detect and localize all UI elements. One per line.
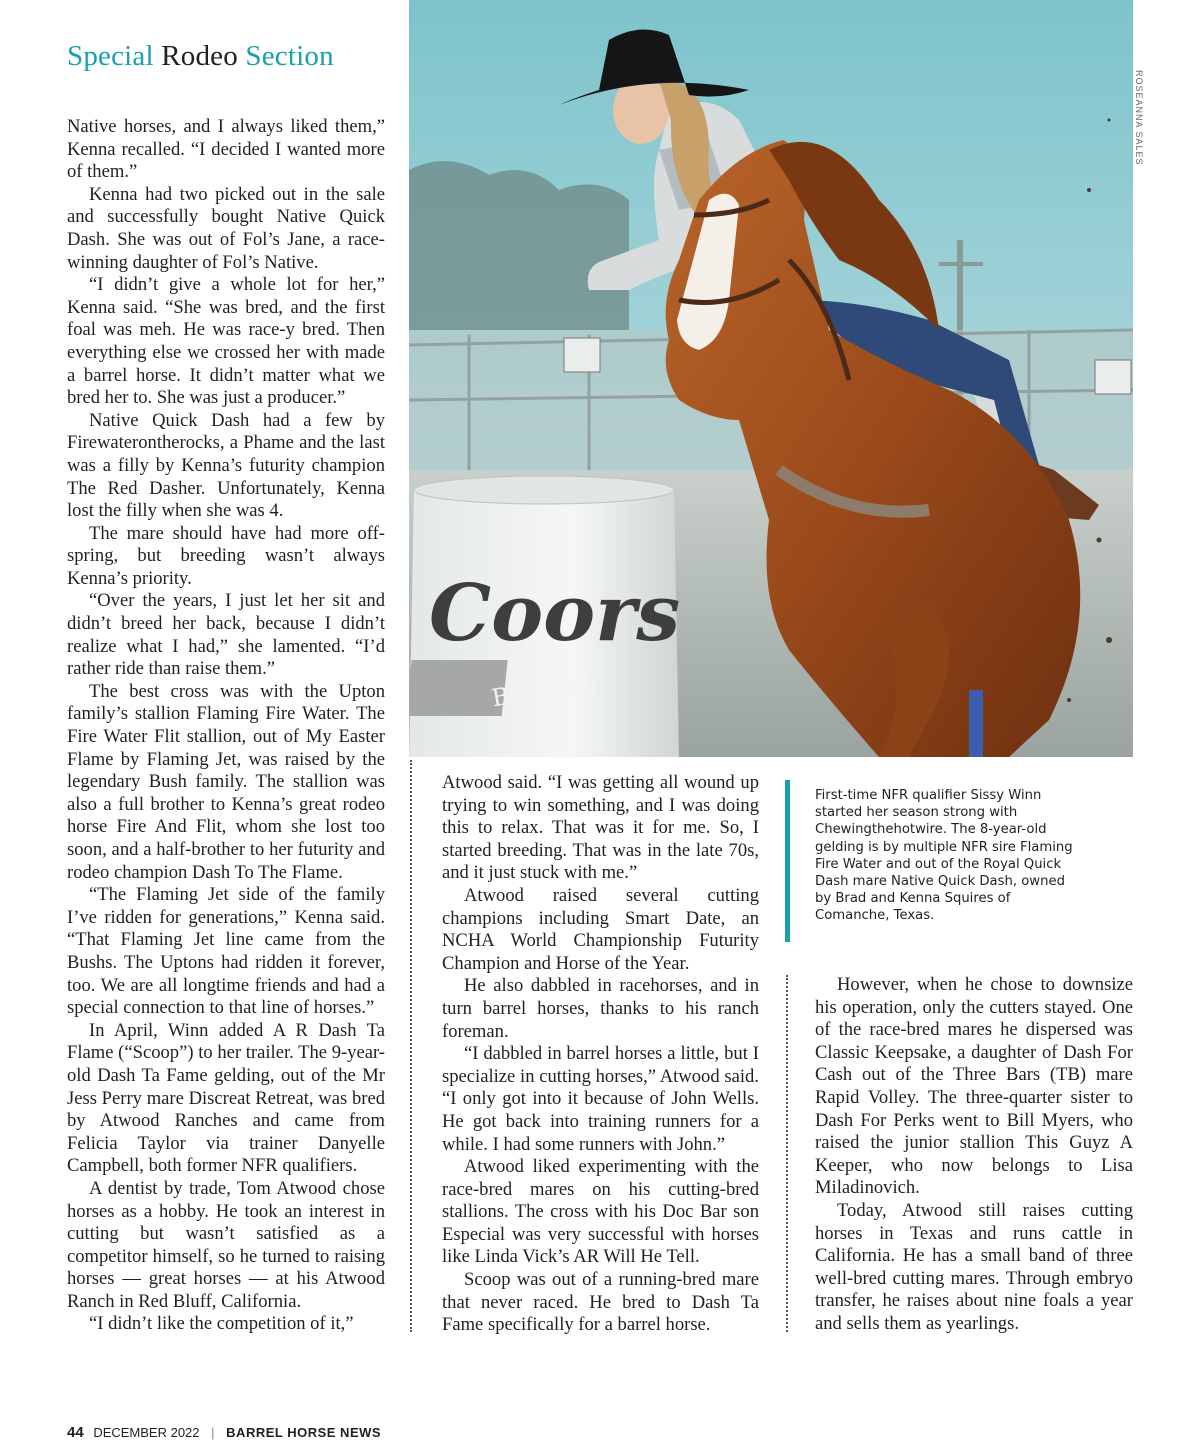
paragraph: Atwood said. “I was getting all wound up trying to win something, and I was doing this to relax. That was it for me. So, I started breeding. That was in the late 70s, and it just stuck with me.”: [442, 772, 759, 884]
issue-date: DECEMBER 2022: [93, 1425, 200, 1440]
paragraph: The best cross was with the Upton family’s stallion Flaming Fire Water. The Fire Water Flit stallion, out of My Easter Flame by Flaming Jet, was raised by the legendary Bush family. The stallion was also a full brother to Kenna’s great rodeo horse Fire And Flit, whom she lost too soon, and a half-brother to her futurity and rodeo champion Dash To The Flame.: [67, 680, 385, 883]
header-word-section: Section: [245, 40, 334, 72]
paragraph: Scoop was out of a running-bred mare that never raced. He bred to Dash Ta Fame specifically for a barrel horse.: [442, 1269, 759, 1336]
paragraph: “I didn’t give a whole lot for her,” Kenna said. “She was bred, and the first foal was meh. He was race-y bred. Then everything else we crossed her with made a barrel horse. It didn’t matter what we bred her to. She was just a producer.”: [67, 274, 385, 409]
paragraph: Native horses, and I always liked them,” Kenna recalled. “I decided I wanted more of them.”: [67, 116, 385, 183]
barrel-sub-text: Banquet: [489, 667, 595, 713]
article-column-3: [815, 974, 1133, 1336]
paragraph: “I dabbled in barrel horses a little, but I specialize in cutting horses,” Atwood said. “I only got into it because of John Wells. He got back into training runners for a while. I had some runners with John.”: [442, 1043, 759, 1155]
photo-credit-text: ROSEANNA SALES: [1134, 70, 1144, 166]
paragraph: He also dabbled in racehorses, and in turn barrel horses, thanks to his ranch foreman.: [442, 975, 759, 1042]
paragraph: “Over the years, I just let her sit and didn’t breed her back, because I didn’t realize what I had,” she lamented. “I’d rather ride than raise them.”: [67, 590, 385, 680]
paragraph: A dentist by trade, Tom Atwood chose horses as a hobby. He took an interest in cutting but wasn’t satisfied as a competitor himself, so he turned to raising horses — great horses — at his Atwood Ranch in Red Bluff, California.: [67, 1177, 385, 1312]
rodeo-photo: [409, 0, 1133, 757]
paragraph: “The Flaming Jet side of the family I’ve ridden for generations,” Kenna said. “That Flaming Jet line came from the Bushs. The Uptons had ridden it forever, too. We are all longtime friends and had a special connection to that line of horses.”: [67, 884, 385, 1019]
page-footer: [67, 1424, 381, 1441]
magazine-name: BARREL HORSE NEWS: [226, 1425, 382, 1440]
caption-accent-bar: [785, 780, 790, 942]
paragraph: Today, Atwood still raises cutting horses in Texas and runs cattle in California. He has a small band of three well-bred cutting mares. Through embryo transfer, he raises about nine foals a year and sells them as yearlings.: [815, 1199, 1133, 1334]
header-word-special: Special: [67, 40, 154, 72]
paragraph: Kenna had two picked out in the sale and successfully bought Native Quick Dash. She was out of Fol’s Jane, a race-winning daughter of Fol’s Native.: [67, 183, 385, 273]
footer-separator: |: [211, 1425, 215, 1440]
paragraph: However, when he chose to downsize his operation, only the cutters stayed. One of the race-bred mares he dispersed was Classic Keepsake, a daughter of Dash For Cash out of the Three Bars (TB) mare Rapid Volley. The three-quarter sister to Dash For Perks went to Bill Myers, who raised the junior stallion This Guyz A Keeper, who now belongs to Lisa Miladinovich.: [815, 974, 1133, 1199]
header-word-rodeo: Rodeo: [161, 40, 238, 72]
photo-credit: [1130, 70, 1146, 230]
article-column-1: [67, 116, 385, 1336]
paragraph: Atwood raised several cutting champions including Smart Date, an NCHA World Championship Futurity Champion and Horse of the Year.: [442, 884, 759, 974]
photo-caption: First-time NFR qualifier Sissy Winn started her season strong with Chewingthehotwire. The 8-year-old gelding is by multiple NFR sire Flaming Fire Water and out of the Royal Quick Dash mare Native Quick Dash, owned by Brad and Kenna Squires of Comanche, Texas.: [815, 788, 1073, 924]
section-header: [67, 40, 334, 73]
paragraph: The mare should have had more off-spring, but breeding wasn’t always Kenna’s priority.: [67, 522, 385, 589]
column-divider: [410, 760, 412, 1332]
article-column-2: [442, 772, 759, 1337]
barrel-racing-illustration: [409, 0, 1133, 757]
paragraph: Atwood liked experimenting with the race-bred mares on his cutting-bred stallions. The cross with his Doc Bar son Especial was very successful with horses like Linda Vick’s AR Will He Tell.: [442, 1156, 759, 1268]
paragraph: Native Quick Dash had a few by Firewaterontherocks, a Phame and the last was a filly by Kenna’s futurity champion The Red Dasher. Unfortunately, Kenna lost the filly when she was 4.: [67, 409, 385, 522]
column-divider: [786, 975, 788, 1332]
paragraph: In April, Winn added A R Dash Ta Flame (“Scoop”) to her trailer. The 9-year-old Dash Ta Fame gelding, out of the Mr Jess Perry mare Discreat Retreat, was bred by Atwood Ranches and came from Felicia Taylor via trainer Danyelle Campbell, both former NFR qualifiers.: [67, 1019, 385, 1177]
page-number: 44: [67, 1424, 84, 1441]
barrel-brand-text: Coors: [429, 568, 681, 659]
paragraph: “I didn’t like the competition of it,”: [89, 1313, 354, 1335]
